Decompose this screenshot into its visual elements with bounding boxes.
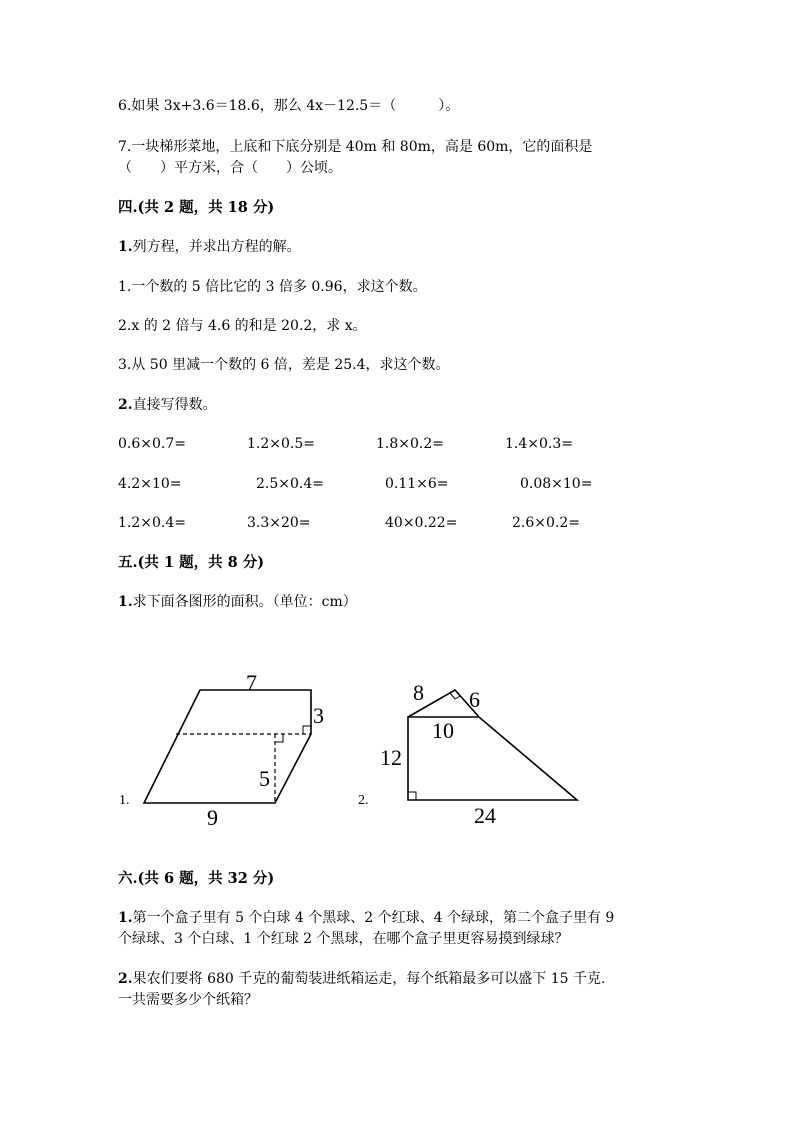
figure-2-top-10-label: 10 — [432, 718, 454, 743]
figure-1-top-label: 7 — [246, 670, 257, 695]
section-6-q1-line2: 个绿球、3 个白球、1 个红球 2 个黑球，在哪个盒子里更容易摸到绿球？ — [118, 931, 569, 947]
calc-item: 40×0.22= — [385, 515, 458, 531]
figure-1-right-angle-mark — [275, 734, 283, 742]
figure-2-right-angle-mark — [408, 792, 416, 800]
figure-1-trapezoid — [110, 660, 340, 835]
figure-2-bottom-24-label: 24 — [474, 803, 496, 828]
section-5-title: 五.(共 1 题，共 8 分) — [118, 554, 265, 571]
section-4-q2: 2.直接写得数。 — [118, 397, 217, 413]
calc-item: 1.2×0.5= — [247, 436, 315, 452]
question-6-text: 6.如果 3x+3.6＝18.6，那么 4x－12.5＝（ ）。 — [118, 98, 460, 114]
section-6-title: 六.(共 6 题，共 32 分) — [118, 870, 275, 887]
calc-item: 0.08×10= — [520, 476, 593, 492]
calc-item: 4.2×10= — [118, 476, 182, 492]
figure-2-label: 2. — [358, 793, 369, 808]
calc-item: 3.3×20= — [247, 515, 311, 531]
section-6-q2-line1: 2.果农们要将 680 千克的葡萄装进纸箱运走，每个纸箱最多可以盛下 15 千克. — [118, 971, 606, 987]
figure-1-bottom-label: 9 — [207, 805, 218, 830]
figure-1-right-angle-mark — [303, 726, 311, 734]
figure-2-side-6-label: 6 — [469, 687, 480, 712]
calc-item: 2.5×0.4= — [256, 476, 324, 492]
section-4-sub2: 2.x 的 2 倍与 4.6 的和是 20.2，求 x。 — [118, 318, 367, 334]
question-7-line1: 7.一块梯形菜地，上底和下底分别是 40m 和 80m，高是 60m，它的面积是 — [118, 139, 593, 155]
section-4-sub3: 3.从 50 里减一个数的 6 倍，差是 25.4，求这个数。 — [118, 357, 450, 373]
calc-item: 1.4×0.3= — [505, 436, 573, 452]
section-5-q1: 1.求下面各图形的面积。（单位：cm） — [118, 594, 357, 610]
section-6-q2-line2: 一共需要多少个纸箱？ — [118, 992, 258, 1008]
figure-1-outline — [144, 690, 311, 803]
calc-item: 1.8×0.2= — [376, 436, 444, 452]
calc-item: 1.2×0.4= — [118, 515, 186, 531]
figure-2-left-12-label: 12 — [380, 745, 402, 770]
calc-item: 2.6×0.2= — [512, 515, 580, 531]
section-6-q1-line1: 1.第一个盒子里有 5 个白球 4 个黑球、2 个红球、4 个绿球，第二个盒子里有 9 — [118, 910, 615, 926]
figure-2-side-8-label: 8 — [413, 680, 424, 705]
figure-1-side-label: 3 — [313, 703, 324, 728]
calc-item: 0.6×0.7= — [118, 436, 186, 452]
section-4-q1: 1.列方程，并求出方程的解。 — [118, 239, 301, 255]
question-7-line2: （ ）平方米，合（ ）公顷。 — [118, 160, 342, 176]
figure-1-height-label: 5 — [259, 766, 270, 791]
calc-item: 0.11×6= — [385, 476, 449, 492]
section-4-sub1: 1.一个数的 5 倍比它的 3 倍多 0.96，求这个数。 — [118, 279, 427, 295]
section-4-title: 四.(共 2 题，共 18 分) — [118, 199, 275, 216]
figure-2-composite — [350, 670, 590, 835]
figure-1-label: 1. — [119, 793, 130, 808]
